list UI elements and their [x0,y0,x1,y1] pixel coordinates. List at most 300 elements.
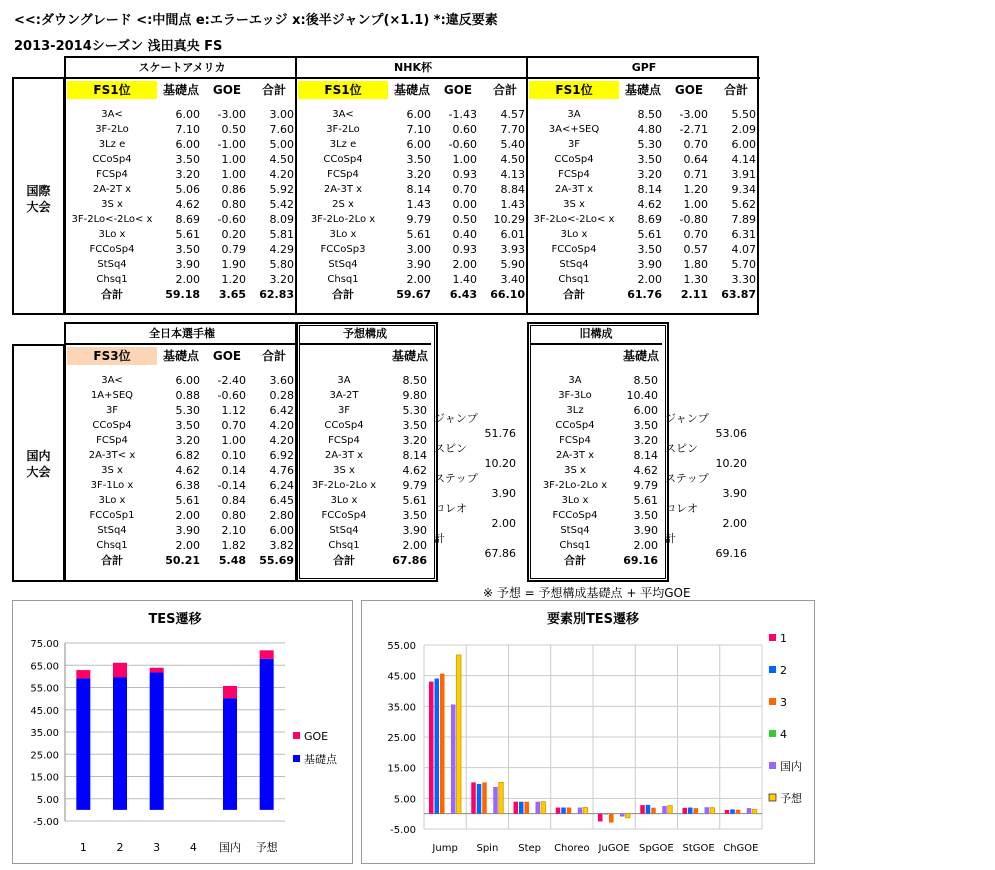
total-value: 4.50 [500,153,525,166]
legend-swatch [769,730,776,737]
goe-value: 1.20 [221,273,246,286]
legend-label-goe: GOE [304,730,329,743]
category-label: コレオ [665,502,698,515]
element-name: 3S x [101,199,123,210]
rank-badge: FS1位 [298,81,388,99]
base-value: 3.20 [175,434,200,447]
category-value [713,396,751,411]
y-tick-label: -5.00 [33,817,59,828]
goe-value: -0.14 [217,479,246,492]
base-value: 2.00 [402,539,427,552]
base-value: 6.38 [175,479,200,492]
category-label [665,546,713,561]
bar-1 [725,810,730,814]
base-value: 3.50 [633,419,658,432]
goe-value: 0.20 [221,228,246,241]
element-name: FCCoSp1 [89,510,135,521]
element-name: 3F-3Lo [558,390,592,401]
x-tick-label: JuGOE [598,843,630,854]
col-base-header: 基礎点 [393,82,430,97]
base-value: 8.14 [633,449,658,462]
base-value: 4.62 [175,198,200,211]
total-value: 6.31 [731,228,756,241]
bar-予想 [710,808,715,814]
bar-1 [598,814,603,822]
sum-base: 59.18 [165,288,200,301]
total-value: 3.82 [269,539,294,552]
total-value: 4.20 [269,168,294,181]
col-goe-header: GOE [443,82,473,97]
total-value: 6.00 [731,138,756,151]
table-row [297,212,529,227]
legend-swatch [769,698,776,705]
table-row [66,182,298,197]
goe-value: -2.40 [217,374,246,387]
x-tick-label: Spin [476,843,499,854]
base-value: 4.62 [637,198,662,211]
x-tick-label: 予想 [255,841,278,854]
element-name: Chsq1 [327,274,359,285]
table-row [297,167,529,182]
sum-base: 50.21 [165,554,200,567]
element-name: 2A-3T x [323,184,363,195]
event-table-1 [66,58,298,302]
col-base-header: 基礎点 [162,82,199,97]
bar-国内 [620,814,625,817]
table-row [528,152,760,167]
table-row [528,242,760,257]
base-value: 3.20 [633,434,658,447]
element-name: Chsq1 [328,540,360,551]
bar-1 [683,808,688,814]
bar-goe [76,670,90,678]
rank-cell [66,78,158,101]
element-name: StSq4 [559,259,589,270]
total-value: 2.09 [731,123,756,136]
total-value: 7.70 [500,123,525,136]
goe-value: 1.00 [221,153,246,166]
table-row [66,242,298,257]
goe-value: 0.60 [452,123,477,136]
table-row [66,197,298,212]
element-name: 3A< [101,375,123,386]
tes-chart [13,601,352,863]
element-name: CCoSp4 [92,154,132,165]
intl-label [12,183,65,215]
total-value: 9.34 [731,183,756,196]
dom-label-part: 国内 [26,449,51,463]
category-value [482,396,520,411]
element-name: 3Lo x [329,229,357,240]
sum-label: 合計 [333,554,355,567]
total-value: 3.40 [500,273,525,286]
total-value: 4.07 [731,243,756,256]
goe-value: 0.80 [221,509,246,522]
table-row [297,182,529,197]
category-value [482,471,520,486]
category-value [482,366,520,381]
element-name: 2S x [332,199,354,210]
element-name: 3A< [332,109,354,120]
legend-label: 1 [780,632,787,645]
element-chart [362,601,814,863]
category-label: コレオ [434,502,467,515]
col-total-header: 合計 [261,348,286,363]
category-label: ジャンプ [665,412,709,425]
element-name: 3Lo x [98,495,126,506]
goe-value: 1.20 [683,183,708,196]
sum-label: 合計 [101,288,123,301]
bar-2 [646,805,651,814]
total-value: 6.45 [269,494,294,507]
total-value: 5.70 [731,258,756,271]
element-name: FCSp4 [558,169,590,180]
goe-value: 0.70 [221,419,246,432]
dom-label-part: 大会 [26,465,51,479]
goe-value: 0.86 [221,183,246,196]
goe-value: 1.82 [221,539,246,552]
base-value: 2.00 [633,539,658,552]
total-value: 8.09 [269,213,294,226]
table-row [297,152,529,167]
category-label: スピン [434,442,467,455]
y-tick-label: 15.00 [387,763,416,775]
category-label [434,516,482,531]
event-title: スケートアメリカ [66,58,298,78]
base-value: 2.00 [175,509,200,522]
element-name: 3S x [564,465,586,476]
total-value: 3.60 [269,374,294,387]
goe-value: 1.00 [221,434,246,447]
goe-value: -0.80 [679,213,708,226]
intl-label-text [26,184,50,214]
base-value: 8.50 [637,108,662,121]
x-tick-label: Step [518,843,542,854]
category-label [665,366,713,381]
goe-value: 1.00 [452,153,477,166]
legend-label: 3 [780,696,787,709]
base-value: 5.61 [633,494,658,507]
category-value [713,411,751,426]
y-tick-label: 45.00 [30,705,59,717]
bar-base [223,698,237,810]
goe-value: 1.30 [683,273,708,286]
base-value: 4.80 [637,123,662,136]
base-value: 3.90 [637,258,662,271]
x-tick-label: 3 [153,841,161,854]
category-label [665,516,713,531]
element-name: 3S x [563,199,585,210]
goe-value: -0.60 [448,138,477,151]
bar-予想 [499,782,504,813]
element-name: FCCoSp4 [552,510,598,521]
table-row [528,107,760,122]
element-name: FCSp4 [328,435,360,446]
element-name: 3F-2Lo-2Lo x [310,214,376,225]
rank-cell [528,78,620,101]
sum-total: 55.69 [259,554,294,567]
total-value: 6.00 [269,524,294,537]
base-value: 1.43 [406,198,431,211]
base-value: 3.20 [175,168,200,181]
table-row [66,107,298,122]
element-name: 3F-2Lo<-2Lo< x [71,214,153,225]
bar-予想 [583,808,588,814]
base-value: 5.61 [175,494,200,507]
element-name: CCoSp4 [324,420,364,431]
table-row [528,137,760,152]
legend-label: 2 [780,664,787,677]
total-value: 5.92 [269,183,294,196]
col-goe-header: GOE [674,82,704,97]
base-value: 8.14 [406,183,431,196]
base-value: 5.30 [175,404,200,417]
base-value: 6.00 [633,404,658,417]
base-value: 3.50 [402,419,427,432]
total-value: 5.80 [269,258,294,271]
legend-swatch-goe [293,732,300,739]
rank-cell [66,344,158,367]
goe-value: -1.43 [448,108,477,121]
base-value: 7.10 [406,123,431,136]
base-value: 3.50 [175,243,200,256]
blank [299,344,389,367]
bar-予想 [752,809,757,813]
table-row [297,272,529,287]
table-row [297,257,529,272]
rank-cell [297,78,389,101]
sum-goe: 6.43 [449,288,477,301]
base-value: 2.00 [637,273,662,286]
bar-国内 [451,704,456,813]
total-value: 6.01 [500,228,525,241]
table-row [528,227,760,242]
goe-value: 0.64 [683,153,708,166]
sum-total: 66.10 [490,288,525,301]
footnote: ※ 予想 = 予想構成基礎点 + 平均GOE [483,586,691,600]
col-goe-header: GOE [212,348,242,363]
category-value [713,501,751,516]
element-name: Chsq1 [558,274,590,285]
total-value: 3.30 [731,273,756,286]
table-row [528,182,760,197]
bar-2 [730,809,735,813]
category-value [482,531,520,546]
base-value: 6.00 [175,138,200,151]
chart-title: 要素別TES遷移 [546,612,640,627]
element-name: 3F [105,405,119,416]
goe-value: 0.10 [221,449,246,462]
category-label [434,486,482,501]
bar-goe [223,686,237,698]
yoso-side-table [434,366,520,561]
y-tick-label: 5.00 [36,794,59,806]
element-name: 2A-3T x [324,450,364,461]
element-name: 3Lo x [98,229,126,240]
element-name: 3A<+SEQ [548,124,600,135]
kyu-table [530,324,662,568]
element-name: StSq4 [328,259,358,270]
col-total-header: 合計 [261,82,286,97]
legend-swatch-base [293,755,300,762]
table-row [66,167,298,182]
event-table-dom [66,324,298,568]
bar-1 [429,682,434,814]
rank-badge: FS1位 [529,81,619,99]
bar-goe [260,650,274,659]
category-label [434,426,482,441]
col-total-header: 合計 [492,82,517,97]
sum-row [66,287,298,302]
season-line: 2013-2014シーズン 浅田真央 FS [14,39,223,54]
total-value: 5.62 [731,198,756,211]
blank [530,344,620,367]
base-value: 5.61 [175,228,200,241]
bar-goe [113,663,127,677]
rank-badge: FS1位 [67,81,157,99]
base-value: 3.50 [637,243,662,256]
total-value: 10.29 [493,213,525,226]
element-name: 3Lz e [98,139,126,150]
total-value: 6.42 [269,404,294,417]
x-tick-label: 4 [189,841,197,854]
base-value: 6.82 [175,449,200,462]
total-value: 4.20 [269,419,294,432]
element-name: 3F-1Lo x [90,480,134,491]
element-name: 3Lo x [560,229,588,240]
base-value: 3.50 [406,153,431,166]
category-value: 10.20 [715,457,747,470]
intl-label-part: 大会 [26,200,51,214]
base-value: 8.69 [175,213,200,226]
element-name: 3Lo x [330,495,358,506]
total-value: 6.92 [269,449,294,462]
event-title: 全日本選手権 [66,324,298,344]
x-tick-label: 国内 [219,841,241,854]
bar-1 [640,805,645,814]
category-value [713,381,751,396]
y-tick-label: 55.00 [387,641,416,652]
sum-goe: 5.48 [218,554,246,567]
category-value [482,411,520,426]
element-name: StSq4 [560,525,590,536]
goe-value: 0.50 [452,213,477,226]
event-table-3 [528,58,760,302]
element-name: FCCoSp4 [89,244,135,255]
table-row [528,272,760,287]
category-label: 計 [434,532,445,545]
goe-value: 0.84 [221,494,246,507]
bar-国内 [705,807,710,813]
yoso-table [299,324,431,568]
element-chart-frame [361,600,815,864]
element-name: 3A-2T [329,390,359,401]
y-tick-label: 65.00 [30,661,59,673]
base-value: 3.50 [175,153,200,166]
table-row [528,122,760,137]
table-row [528,197,760,212]
total-value: 3.00 [269,108,294,121]
goe-value: 2.00 [452,258,477,271]
category-value: 69.16 [715,547,747,560]
bar-1 [556,808,561,814]
tes-chart-frame [12,600,353,864]
category-label [665,426,713,441]
total-value: 4.29 [269,243,294,256]
sum-base: 69.16 [623,554,658,567]
goe-value: 2.10 [221,524,246,537]
bar-国内 [747,808,752,814]
base-value: 8.69 [637,213,662,226]
goe-value: 0.70 [683,228,708,241]
element-name: 3F-2Lo [95,124,129,135]
goe-value: 1.40 [452,273,477,286]
bar-1 [514,802,519,814]
total-value: 4.57 [500,108,525,121]
category-label: ステップ [434,472,478,485]
table-row [66,257,298,272]
bar-3 [567,808,572,814]
element-name: 3S x [333,465,355,476]
total-value: 3.93 [500,243,525,256]
element-name: FCSp4 [96,435,128,446]
element-name: 2A-2T x [92,184,132,195]
total-value: 8.84 [500,183,525,196]
element-name: 1A+SEQ [90,390,134,401]
element-name: 3Lz [566,405,584,416]
base-value: 3.50 [175,419,200,432]
col-goe-header: GOE [212,82,242,97]
table-row [528,167,760,182]
category-label [665,381,713,396]
element-name: Chsq1 [96,540,128,551]
table-row [528,212,760,227]
total-value: 5.42 [269,198,294,211]
base-value: 3.50 [633,509,658,522]
goe-value: 0.40 [452,228,477,241]
category-value [713,441,751,456]
base-value: 5.30 [637,138,662,151]
category-value: 10.20 [484,457,516,470]
bar-3 [694,808,699,814]
category-value: 53.06 [715,427,747,440]
goe-value: 0.14 [221,464,246,477]
base-value: 6.00 [406,108,431,121]
base-value: 5.61 [406,228,431,241]
base-value: 8.14 [637,183,662,196]
x-tick-label: ChGOE [723,843,759,854]
legend-label-base: 基礎点 [304,753,337,766]
element-name: FCSp4 [559,435,591,446]
base-value: 6.00 [406,138,431,151]
total-value: 4.14 [731,153,756,166]
total-value: 5.50 [731,108,756,121]
category-value [713,366,751,381]
element-name: FCCoSp3 [320,244,366,255]
table-row [66,227,298,242]
dom-label [12,448,65,480]
element-name: 3F-2Lo-2Lo x [311,480,377,491]
element-name: FCSp4 [327,169,359,180]
y-tick-label: 35.00 [387,702,416,714]
category-label: ジャンプ [434,412,478,425]
kyu-side-table [665,366,751,561]
base-value: 6.00 [175,374,200,387]
element-name: 3A [568,375,582,386]
legend-swatch [769,762,776,769]
element-name: CCoSp4 [555,420,595,431]
goe-value: 0.80 [221,198,246,211]
